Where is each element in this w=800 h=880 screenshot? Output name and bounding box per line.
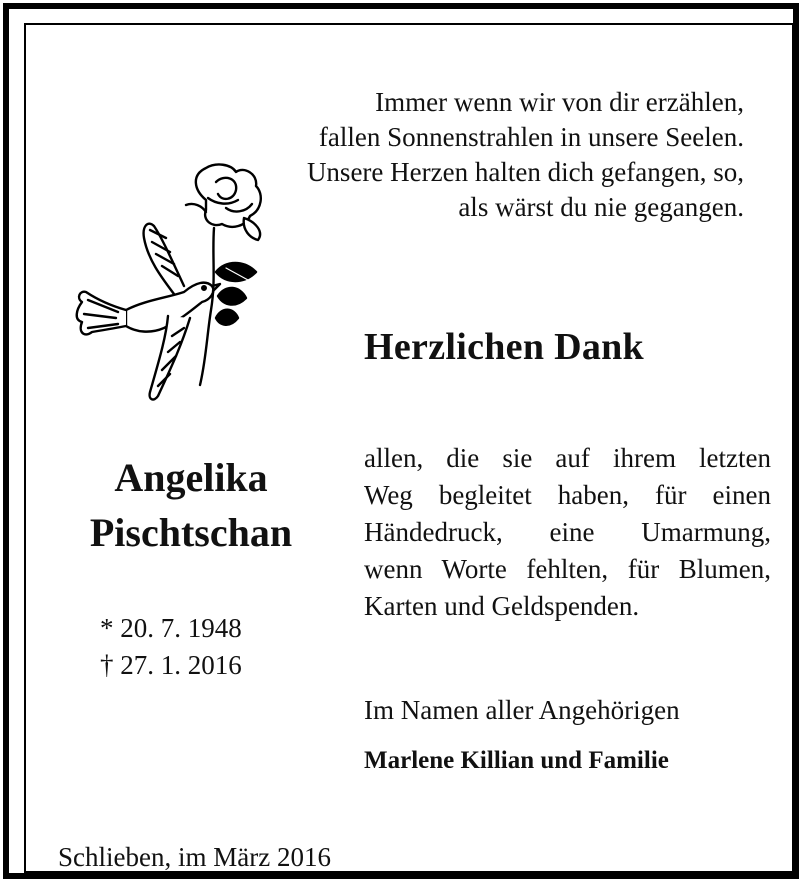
dove-with-rose-icon <box>66 160 281 410</box>
thanks-line: Händedruck, eine Umarmung, <box>364 517 771 547</box>
thanks-heading: Herzlichen Dank <box>364 326 644 368</box>
birth-date: * 20. 7. 1948 <box>100 613 242 643</box>
thanks-line: Karten und Geldspenden. <box>364 591 640 621</box>
thanks-line: allen, die sie auf ihrem letzten <box>364 443 771 473</box>
thanks-line: Weg begleitet haben, für einen <box>364 480 771 510</box>
deceased-last-name: Pischtschan <box>89 510 293 555</box>
life-dates <box>100 610 242 684</box>
poem-line: Immer wenn wir von dir erzählen, <box>375 87 744 117</box>
death-date: † 27. 1. 2016 <box>100 650 242 680</box>
signoff-text: Im Namen aller Angehörigen <box>364 695 680 725</box>
notice-inner-frame <box>24 23 794 873</box>
deceased-name <box>66 450 316 560</box>
family-signature: Marlene Killian und Familie <box>364 747 669 774</box>
deceased-first-name: Angelika <box>114 455 268 500</box>
poem-line: als wärst du nie gegangen. <box>458 192 744 222</box>
thanks-line: wenn Worte fehlten, für Blumen, <box>364 554 771 584</box>
poem-line: Unsere Herzen halten dich gefangen, so, <box>306 157 744 187</box>
place-and-date: Schlieben, im März 2016 <box>58 842 331 872</box>
memorial-poem <box>224 85 744 225</box>
thanks-text <box>364 440 771 625</box>
notice-outer-frame <box>3 3 799 879</box>
poem-line: fallen Sonnenstrahlen in unsere Seelen. <box>318 122 744 152</box>
